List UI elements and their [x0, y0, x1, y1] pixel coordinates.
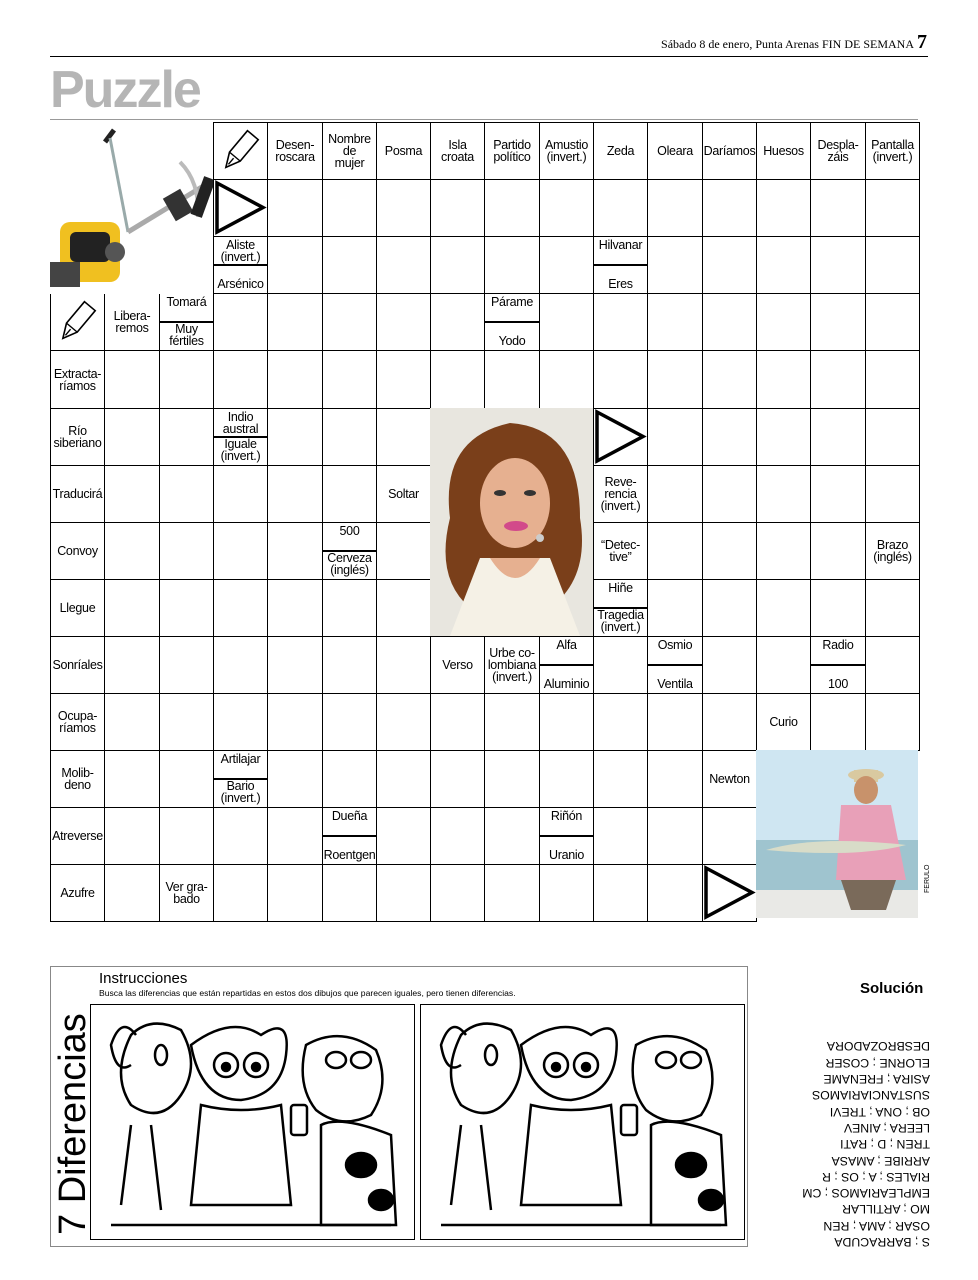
solution-line: OSAR ; AMA ; REN: [823, 1218, 930, 1233]
grid-cell[interactable]: [430, 807, 485, 865]
grid-cell[interactable]: [267, 408, 323, 466]
clue-tragedia: Tragedia (invert.): [597, 608, 644, 634]
grid-cell[interactable]: [267, 579, 323, 637]
grid-cell[interactable]: [647, 522, 703, 580]
clue-traducira: Traducirá: [52, 487, 103, 501]
page-title: Puzzle: [50, 61, 200, 119]
solution-line: DESBROZADORA: [826, 1039, 930, 1054]
grid-cell[interactable]: [322, 864, 377, 922]
grid-cell[interactable]: [647, 236, 703, 294]
grid-cell[interactable]: [647, 864, 703, 922]
grid-cell[interactable]: [647, 750, 703, 808]
grid-cell[interactable]: [430, 293, 485, 351]
clue-muy-fertiles: Muy fértiles: [169, 322, 204, 348]
grid-cell[interactable]: [702, 179, 757, 237]
clue-newton: Newton: [709, 772, 750, 786]
page-number: 7: [917, 31, 927, 53]
grid-cell[interactable]: [756, 579, 811, 637]
clue-parame: Párame: [491, 295, 533, 309]
grid-cell[interactable]: [810, 293, 866, 351]
grid-cell[interactable]: [267, 693, 323, 751]
clue-sonriales: Sonríales: [52, 658, 103, 672]
grid-cell[interactable]: [159, 750, 214, 808]
grid-cell[interactable]: [865, 350, 920, 409]
grid-cell[interactable]: [430, 350, 485, 409]
grid-cell[interactable]: [430, 236, 485, 294]
grid-cell[interactable]: [702, 693, 757, 751]
grid-cell[interactable]: [702, 408, 757, 466]
grid-cell[interactable]: [159, 350, 214, 409]
fisherman-photo: [756, 750, 918, 918]
clue-quinientos: 500: [339, 524, 360, 538]
photo-credit: FERULO: [924, 864, 931, 893]
grid-cell[interactable]: [104, 350, 160, 409]
clue-c3: Posma: [384, 144, 423, 158]
grid-cell[interactable]: [865, 693, 920, 751]
grid-cell[interactable]: [376, 864, 431, 922]
grid-cell[interactable]: [647, 293, 703, 351]
grid-cell[interactable]: [539, 179, 594, 237]
grid-cell[interactable]: [159, 636, 214, 694]
grid-cell[interactable]: [810, 579, 866, 637]
solution-line: MO ; ARTILLAR: [842, 1202, 930, 1217]
grid-cell[interactable]: [810, 236, 866, 294]
solution-line: SUSTANCIARIAMOS: [812, 1088, 930, 1103]
grid-cell[interactable]: [213, 807, 268, 865]
clue-c11: Despla- záis: [817, 138, 859, 164]
grid-cell[interactable]: [539, 750, 594, 808]
clue-molibdeno: Molib- deno: [61, 766, 94, 792]
clue-roentgen: Roentgen: [323, 848, 376, 862]
grid-cell[interactable]: [647, 179, 703, 237]
instructions-heading: Instrucciones: [99, 970, 188, 987]
clue-brazo: Brazo (inglés): [873, 538, 912, 564]
grid-cell[interactable]: [647, 693, 703, 751]
grid-cell[interactable]: [484, 236, 540, 294]
grid-cell[interactable]: [810, 350, 866, 409]
grid-cell[interactable]: [213, 293, 268, 351]
grid-cell[interactable]: [539, 236, 594, 294]
clue-hine: Hiñe: [608, 581, 633, 595]
clue-yodo: Yodo: [498, 334, 526, 348]
grid-cell[interactable]: [430, 864, 485, 922]
clue-urbe: Urbe co- lombiana (invert.): [487, 646, 537, 684]
grid-cell[interactable]: [702, 522, 757, 580]
clue-ocupariamos: Ocupa- ríamos: [57, 709, 98, 735]
grid-cell[interactable]: [593, 807, 648, 865]
grid-cell[interactable]: [322, 408, 377, 466]
grid-cell[interactable]: [213, 522, 268, 580]
clue-curio: Curio: [769, 715, 798, 729]
clue-azufre: Azufre: [60, 886, 95, 900]
grid-cell[interactable]: [376, 807, 431, 865]
clue-extractariamos: Extracta- ríamos: [53, 366, 102, 393]
clue-artilajar: Artilajar: [220, 752, 261, 766]
grid-cell[interactable]: [322, 693, 377, 751]
clue-iguale: Iguale (invert.): [220, 437, 261, 463]
solution-line: ASIRA ; FRENAME: [823, 1072, 930, 1087]
woman-photo: [430, 408, 593, 636]
grid-cell[interactable]: [484, 864, 540, 922]
grid-cell[interactable]: [647, 465, 703, 523]
grid-cell[interactable]: [810, 465, 866, 523]
clue-alfa: Alfa: [556, 638, 577, 652]
solution-line: ARRIBE ; AMASA: [831, 1153, 930, 1168]
grid-cell[interactable]: [267, 807, 323, 865]
solution-line: RIALES ; A ; OS ; R: [822, 1169, 930, 1184]
grid-cell[interactable]: [104, 750, 160, 808]
clue-osmio: Osmio: [657, 638, 693, 652]
grid-cell[interactable]: [213, 350, 268, 409]
grid-cell[interactable]: [213, 579, 268, 637]
grid-cell[interactable]: [593, 350, 648, 409]
grid-cell[interactable]: [213, 465, 268, 523]
arrow-icon: [702, 864, 756, 921]
clue-detective: “Detec- tive”: [601, 538, 640, 564]
grid-cell[interactable]: [267, 350, 323, 409]
grid-cell[interactable]: [267, 750, 323, 808]
clue-atreverse: Atreverse: [52, 829, 103, 843]
grid-cell[interactable]: [322, 236, 377, 294]
grid-cell[interactable]: [593, 750, 648, 808]
clue-verso: Verso: [442, 658, 473, 672]
grid-cell[interactable]: [702, 636, 757, 694]
grid-cell[interactable]: [593, 293, 648, 351]
grid-cell[interactable]: [376, 408, 431, 466]
grid-cell[interactable]: [104, 693, 160, 751]
grid-cell[interactable]: [756, 408, 811, 466]
solution-heading: Solución: [860, 980, 924, 997]
clue-c8: Oleara: [657, 144, 693, 158]
clue-uranio: Uranio: [548, 848, 585, 862]
section-name: FIN DE SEMANA: [821, 37, 914, 51]
grid-cell[interactable]: [702, 293, 757, 351]
grid-cell[interactable]: [213, 636, 268, 694]
grid-cell[interactable]: [810, 408, 866, 466]
clue-c1: Desen- roscara: [275, 138, 315, 164]
grid-cell[interactable]: [267, 636, 323, 694]
solution-text: [752, 1024, 930, 1250]
clue-ver-grabado: Ver gra- bado: [165, 880, 208, 906]
grid-cell[interactable]: [756, 465, 811, 523]
grid-cell[interactable]: [702, 236, 757, 294]
grid-cell[interactable]: [865, 179, 920, 237]
clue-arsenico: Arsénico: [217, 277, 264, 291]
clue-c12: Pantalla (invert.): [871, 138, 914, 164]
grid-cell[interactable]: [865, 465, 920, 523]
cartoon-right: [420, 1004, 745, 1240]
grid-cell[interactable]: [267, 465, 323, 523]
grid-cell[interactable]: [376, 179, 431, 237]
clue-indio-austral: Indio austral: [222, 410, 259, 436]
clue-rinon: Riñón: [550, 809, 583, 823]
clue-cien: 100: [828, 677, 848, 691]
clue-c6: Amustio (invert.): [544, 138, 589, 164]
grid-cell[interactable]: [702, 579, 757, 637]
clue-ventila: Ventila: [657, 677, 693, 691]
clue-reverencia: Reve- rencia (invert.): [600, 475, 641, 513]
grid-cell[interactable]: [322, 465, 377, 523]
grid-cell[interactable]: [539, 293, 594, 351]
issue-date: Sábado 8 de enero, Punta Arenas: [661, 37, 819, 51]
brushcutter-picture: [50, 122, 213, 294]
solution-line: EMPLEARIAMOS ; CM: [802, 1186, 930, 1201]
grid-cell[interactable]: [702, 807, 757, 865]
grid-cell[interactable]: [865, 636, 920, 694]
grid-cell[interactable]: [267, 236, 323, 294]
pen-icon: [50, 293, 104, 350]
clue-c10: Huesos: [763, 144, 804, 158]
grid-cell[interactable]: [376, 293, 431, 351]
grid-cell[interactable]: [810, 522, 866, 580]
grid-cell[interactable]: [376, 693, 431, 751]
grid-cell[interactable]: [159, 522, 214, 580]
solution-line: S ; BARRACUDA: [834, 1235, 930, 1249]
clue-c9: Daríamos: [703, 144, 756, 158]
grid-cell[interactable]: [376, 579, 431, 637]
grid-cell[interactable]: [159, 807, 214, 865]
grid-cell[interactable]: [322, 350, 377, 409]
clue-aliste: Aliste (invert.): [220, 238, 261, 264]
grid-cell[interactable]: [104, 864, 160, 922]
grid-cell[interactable]: [865, 579, 920, 637]
grid-cell[interactable]: [376, 750, 431, 808]
grid-cell[interactable]: [104, 465, 160, 523]
grid-cell[interactable]: [322, 579, 377, 637]
grid-cell[interactable]: [593, 864, 648, 922]
grid-cell[interactable]: [430, 179, 485, 237]
grid-cell[interactable]: [756, 236, 811, 294]
clue-c5: Partido político: [493, 138, 531, 164]
solution-line: ELORNE ; COSER: [825, 1055, 930, 1070]
grid-cell[interactable]: [484, 179, 540, 237]
cartoon-left: [90, 1004, 415, 1240]
clue-duena: Dueña: [331, 809, 368, 823]
differences-title: 7 Diferencias: [52, 1013, 94, 1235]
arrow-icon: [593, 408, 647, 465]
pen-icon: [213, 122, 267, 179]
grid-cell[interactable]: [159, 579, 214, 637]
grid-cell[interactable]: [104, 579, 160, 637]
grid-cell[interactable]: [267, 522, 323, 580]
grid-cell[interactable]: [593, 179, 648, 237]
grid-cell[interactable]: [376, 522, 431, 580]
clue-eres: Eres: [608, 277, 633, 291]
grid-cell[interactable]: [213, 693, 268, 751]
grid-cell[interactable]: [322, 750, 377, 808]
grid-cell[interactable]: [647, 579, 703, 637]
clue-bario: Bario (invert.): [220, 779, 261, 805]
solution-line: LEERA ; AINEV: [843, 1120, 930, 1135]
grid-cell[interactable]: [213, 864, 268, 922]
grid-cell[interactable]: [756, 522, 811, 580]
grid-cell[interactable]: [322, 636, 377, 694]
grid-cell[interactable]: [756, 293, 811, 351]
grid-cell[interactable]: [430, 750, 485, 808]
grid-cell[interactable]: [267, 179, 323, 237]
grid-cell[interactable]: [484, 350, 540, 409]
grid-cell[interactable]: [159, 408, 214, 466]
grid-cell[interactable]: [104, 807, 160, 865]
grid-cell[interactable]: [159, 465, 214, 523]
solution-line: OB ; ONA ; TREVI: [829, 1104, 930, 1119]
grid-cell[interactable]: [593, 636, 648, 694]
clue-rio-siberiano: Río siberiano: [53, 424, 102, 450]
grid-cell[interactable]: [322, 293, 377, 351]
grid-cell[interactable]: [539, 864, 594, 922]
grid-cell[interactable]: [484, 693, 540, 751]
grid-cell[interactable]: [322, 179, 377, 237]
instructions-text: Busca las diferencias que están repartidas en estos dos dibujos que parecen iguales, pero tienen diferencias.: [99, 988, 516, 998]
grid-cell[interactable]: [267, 864, 323, 922]
grid-cell[interactable]: [647, 807, 703, 865]
clue-soltar: Soltar: [388, 487, 419, 501]
grid-cell[interactable]: [702, 465, 757, 523]
grid-cell[interactable]: [810, 179, 866, 237]
grid-cell[interactable]: [865, 293, 920, 351]
clue-c7: Zeda: [606, 144, 635, 158]
grid-cell[interactable]: [756, 350, 811, 409]
grid-cell[interactable]: [539, 693, 594, 751]
grid-cell[interactable]: [376, 236, 431, 294]
arrow-icon: [213, 179, 267, 236]
clue-hilvanar: Hilvanar: [598, 238, 643, 252]
clue-c2: Nombre de mujer: [328, 132, 371, 170]
clue-aluminio: Aluminio: [543, 677, 590, 691]
clue-radio: Radio: [822, 638, 854, 652]
grid-cell[interactable]: [104, 408, 160, 466]
grid-cell[interactable]: [647, 350, 703, 409]
grid-cell[interactable]: [647, 408, 703, 466]
grid-cell[interactable]: [376, 636, 431, 694]
grid-cell[interactable]: [865, 236, 920, 294]
grid-cell[interactable]: [159, 693, 214, 751]
grid-cell[interactable]: [756, 636, 811, 694]
grid-cell[interactable]: [539, 350, 594, 409]
clue-c4: Isla croata: [441, 138, 474, 164]
grid-cell[interactable]: [593, 693, 648, 751]
grid-cell[interactable]: [702, 350, 757, 409]
solution-line: TREN ; D ; RATI: [840, 1137, 930, 1152]
grid-cell[interactable]: [810, 693, 866, 751]
clue-llegue: Llegue: [59, 601, 96, 615]
grid-cell[interactable]: [376, 350, 431, 409]
grid-cell[interactable]: [756, 179, 811, 237]
grid-cell[interactable]: [484, 807, 540, 865]
grid-cell[interactable]: [267, 293, 323, 351]
grid-cell[interactable]: [430, 693, 485, 751]
grid-cell[interactable]: [104, 636, 160, 694]
grid-cell[interactable]: [865, 408, 920, 466]
grid-cell[interactable]: [104, 522, 160, 580]
clue-liberaremos: Libera- remos: [113, 309, 151, 335]
clue-cerveza: Cerveza (inglés): [327, 551, 372, 577]
clue-convoy: Convoy: [57, 544, 98, 558]
grid-cell[interactable]: [484, 750, 540, 808]
clue-tomara: Tomará: [166, 295, 207, 309]
